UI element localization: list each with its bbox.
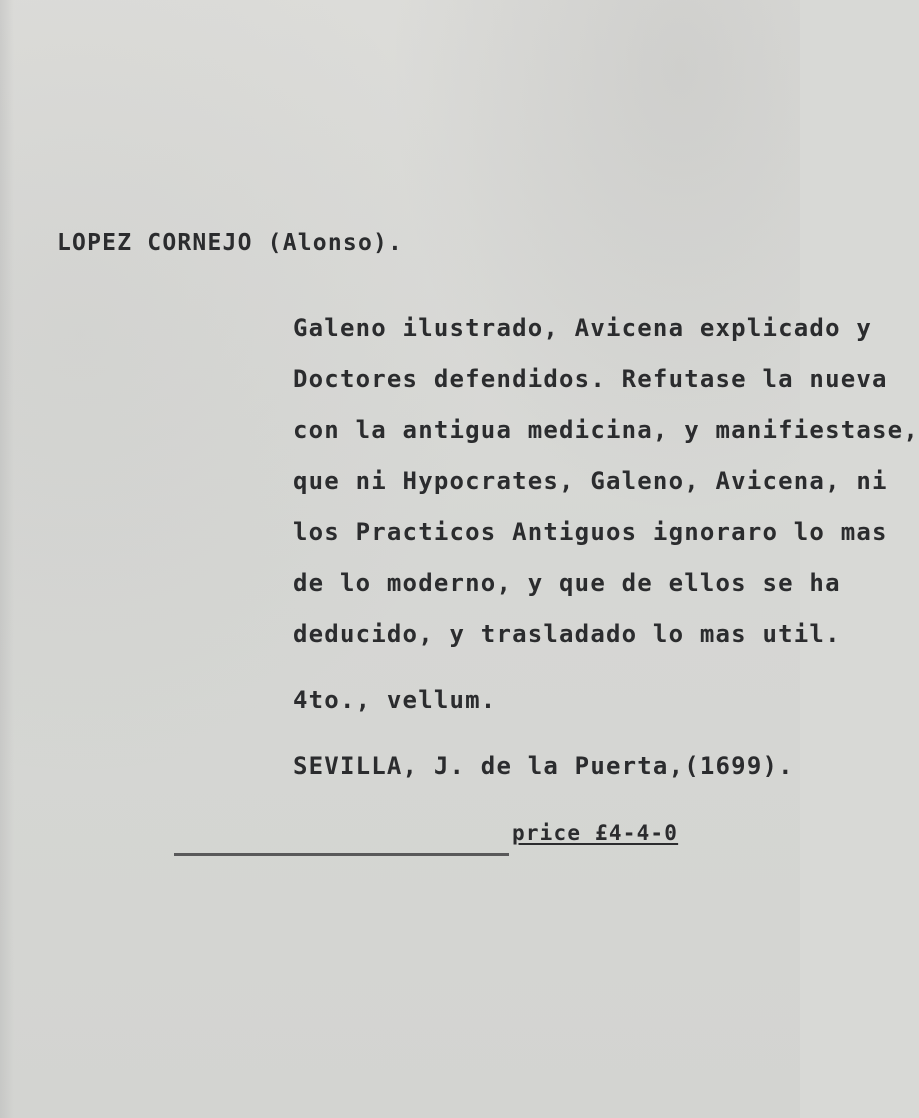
- title-line-4: que ni Hypocrates, Galeno, Avicena, ni: [293, 467, 888, 495]
- separator-rule: [174, 853, 509, 856]
- title-line-5: los Practicos Antiguos ignoraro lo mas: [293, 518, 888, 546]
- title-line-1: Galeno ilustrado, Avicena explicado y: [293, 314, 873, 342]
- price-note: price £4-4-0: [512, 821, 679, 845]
- title-line-7: deducido, y trasladado lo mas util.: [293, 620, 841, 648]
- author-heading: LOPEZ CORNEJO (Alonso).: [57, 230, 404, 256]
- imprint-line: SEVILLA, J. de la Puerta,(1699).: [293, 752, 794, 780]
- title-line-6: de lo moderno, y que de ellos se ha: [293, 569, 841, 597]
- card-left-edge: [0, 0, 14, 1118]
- show-through-text: ​: [597, 40, 603, 70]
- title-line-3: con la antigua medicina, y manifiestase,: [293, 416, 919, 444]
- title-line-2: Doctores defendidos. Refutase la nueva: [293, 365, 888, 393]
- format-line: 4to., vellum.: [293, 686, 497, 714]
